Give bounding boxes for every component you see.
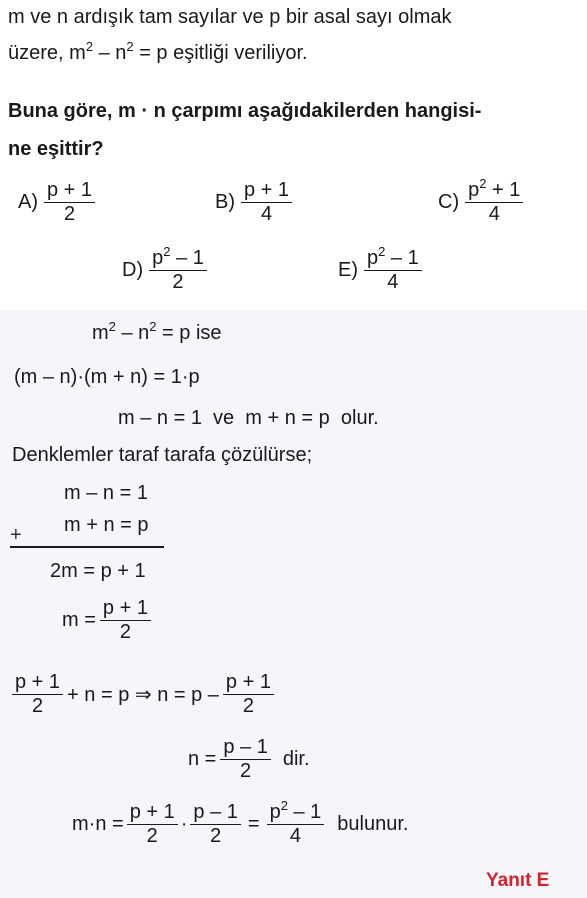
option-b-fraction	[241, 180, 292, 225]
q2-mid: – n	[93, 42, 127, 64]
m-result	[62, 598, 151, 643]
mn-tail: bulunur.	[337, 813, 409, 835]
question-prompt-2: ne eşittir?	[8, 138, 104, 160]
option-d-num-rest: – 1	[170, 247, 204, 269]
solution-line-3: m – n = 1 ve m + n = p olur.	[118, 407, 379, 429]
mn-num2: p – 1	[190, 802, 240, 825]
question-line-2	[8, 39, 308, 65]
n-derivation	[12, 672, 274, 717]
option-d-den: 2	[172, 271, 184, 293]
s1-a: m	[92, 322, 109, 344]
mn-result	[72, 798, 409, 847]
option-c-num-sup: 2	[479, 176, 487, 191]
mn-den1: 2	[146, 825, 158, 847]
option-b-num: p + 1	[241, 180, 292, 203]
option-c[interactable]	[438, 176, 523, 225]
n-result	[188, 737, 310, 782]
mn-num3-sup: 2	[280, 798, 288, 813]
mn-num3-base: p	[269, 801, 281, 823]
mn-frac2	[190, 802, 240, 847]
l1-frac1	[12, 672, 63, 717]
answer-label: Yanıt E	[486, 870, 550, 891]
mn-num3-rest: – 1	[287, 801, 322, 823]
option-e-num-base: p	[367, 247, 379, 269]
mn-eq: m·n =	[72, 813, 124, 835]
q2-sq2: 2	[126, 39, 134, 54]
solution-line-4: Denklemler taraf tarafa çözülürse;	[12, 444, 313, 466]
option-e-num-sup: 2	[378, 244, 386, 259]
question-prompt-1: Buna göre, m · n çarpımı aşağıdakilerden hangisi-	[8, 100, 482, 122]
q2-sq1: 2	[85, 39, 94, 54]
option-e-num-rest: – 1	[385, 247, 419, 269]
q2-pre: üzere, m	[8, 42, 86, 64]
s1-sq1: 2	[108, 319, 116, 334]
equation-2: m + n = p	[64, 514, 149, 536]
sum-rule	[10, 546, 164, 548]
option-a-fraction	[44, 180, 95, 225]
mn-num1: p + 1	[127, 802, 178, 825]
l1-den2: 2	[242, 695, 254, 717]
sum-equation: 2m = p + 1	[50, 560, 146, 582]
option-b-label: B)	[215, 191, 235, 213]
option-c-num	[465, 176, 523, 203]
plus-sign: +	[10, 524, 22, 546]
option-d-num-base: p	[152, 247, 164, 269]
n-tail: dir.	[282, 748, 310, 770]
mn-equals: =	[247, 813, 260, 835]
s1-c: = p ise	[156, 322, 222, 344]
mn-num3	[267, 798, 325, 825]
equation-1: m – n = 1	[64, 482, 148, 504]
mn-dot: ·	[180, 813, 188, 835]
m-fraction	[100, 598, 151, 643]
mn-den2: 2	[210, 825, 222, 847]
l1-frac2	[223, 672, 274, 717]
l1-den1: 2	[31, 695, 44, 717]
option-d-fraction	[149, 244, 207, 293]
option-a[interactable]	[18, 180, 95, 225]
solution-line-2: (m – n)·(m + n) = 1·p	[14, 366, 200, 388]
l1-num2: p + 1	[223, 672, 274, 695]
option-d[interactable]	[122, 244, 207, 293]
option-e-label: E)	[338, 259, 358, 281]
option-e-num	[364, 244, 422, 271]
option-c-fraction	[465, 176, 523, 225]
option-b[interactable]	[215, 180, 292, 225]
option-c-label: C)	[438, 191, 460, 213]
option-c-den: 4	[488, 203, 500, 225]
n-eq: n =	[188, 748, 217, 770]
option-a-label: A)	[18, 191, 38, 213]
option-c-num-base: p	[468, 179, 480, 201]
n-fraction	[220, 737, 270, 782]
n-den: 2	[240, 760, 252, 782]
option-d-num-sup: 2	[163, 244, 171, 259]
option-b-den: 4	[260, 203, 273, 225]
l1-mid: + n = p ⇒ n = p –	[67, 684, 219, 706]
m-eq: m =	[62, 609, 96, 631]
m-den: 2	[119, 621, 131, 643]
option-d-num	[149, 244, 207, 271]
option-a-num: p + 1	[44, 180, 95, 203]
mn-frac1	[127, 802, 178, 847]
q2-post: = p eşitliği veriliyor.	[133, 42, 308, 64]
l1-num1: p + 1	[12, 672, 63, 695]
option-e-den: 4	[387, 271, 399, 293]
solution-line-1	[92, 319, 222, 345]
mn-den3: 4	[289, 825, 301, 847]
n-num: p – 1	[220, 737, 270, 760]
m-num: p + 1	[100, 598, 151, 621]
option-d-label: D)	[122, 259, 144, 281]
s1-b: – n	[115, 322, 150, 344]
option-a-den: 2	[63, 203, 76, 225]
question-line-1: m ve n ardışık tam sayılar ve p bir asal sayı olmak	[8, 6, 452, 28]
mn-frac3	[267, 798, 325, 847]
option-e[interactable]	[338, 244, 422, 293]
option-c-num-rest: + 1	[486, 179, 521, 201]
option-e-fraction	[364, 244, 422, 293]
s1-sq2: 2	[149, 319, 157, 334]
